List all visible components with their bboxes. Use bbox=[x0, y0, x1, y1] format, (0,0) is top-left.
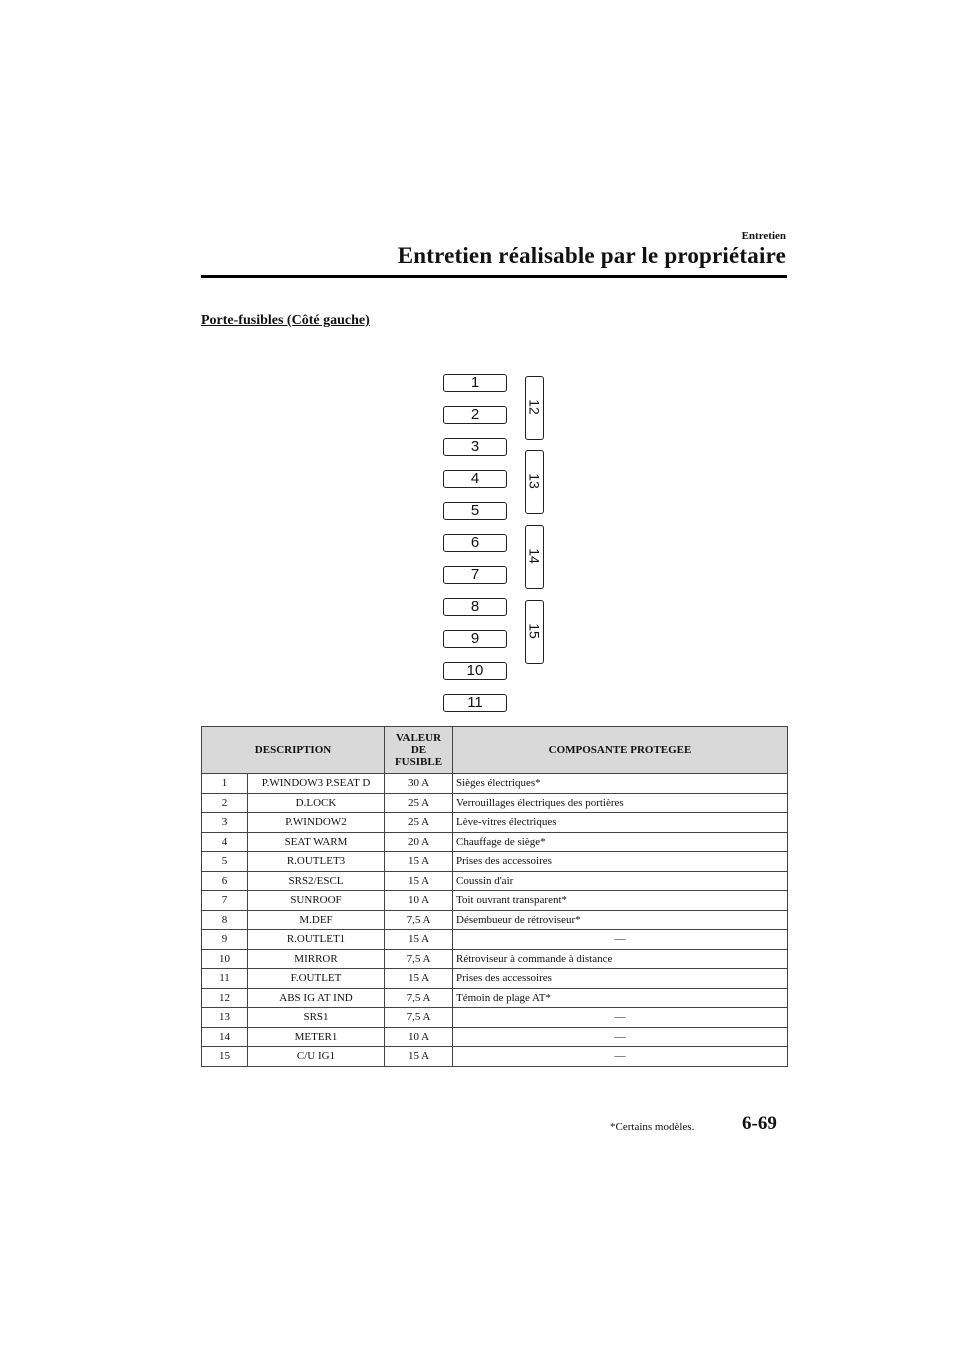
header-fuse-value: VALEUR DE FUSIBLE bbox=[385, 727, 453, 774]
page-title: Entretien réalisable par le propriétaire bbox=[397, 243, 786, 268]
header-divider bbox=[201, 275, 787, 278]
fuse-amperage: 15 A bbox=[385, 969, 453, 989]
table-row bbox=[202, 813, 788, 833]
fuse-description: SEAT WARM bbox=[248, 832, 385, 852]
fuse-description: P.WINDOW2 bbox=[248, 813, 385, 833]
fuse-amperage: 7,5 A bbox=[385, 949, 453, 969]
fuse-number: 5 bbox=[202, 852, 248, 872]
fuse-9: 9 bbox=[443, 630, 507, 648]
table-row bbox=[202, 910, 788, 930]
fuse-description: R.OUTLET3 bbox=[248, 852, 385, 872]
fuse-number: 7 bbox=[202, 891, 248, 911]
table-header-row bbox=[202, 727, 788, 774]
fuse-6: 6 bbox=[443, 534, 507, 552]
fuse-number: 8 bbox=[202, 910, 248, 930]
table-row bbox=[202, 871, 788, 891]
table-row bbox=[202, 1008, 788, 1028]
fuse-12 bbox=[525, 376, 544, 440]
fuse-amperage: 10 A bbox=[385, 1027, 453, 1047]
protected-component: Sièges électriques* bbox=[453, 774, 788, 794]
protected-component: — bbox=[453, 1008, 788, 1028]
fuse-number: 13 bbox=[202, 1008, 248, 1028]
fuse-description: SRS1 bbox=[248, 1008, 385, 1028]
fuse-description: MIRROR bbox=[248, 949, 385, 969]
fuse-label: 15 bbox=[526, 623, 543, 639]
fuse-description: SUNROOF bbox=[248, 891, 385, 911]
fuse-1: 1 bbox=[443, 374, 507, 392]
fuse-amperage: 20 A bbox=[385, 832, 453, 852]
fuse-4: 4 bbox=[443, 470, 507, 488]
fuse-number: 10 bbox=[202, 949, 248, 969]
fuse-number: 4 bbox=[202, 832, 248, 852]
table-row bbox=[202, 930, 788, 950]
table-row bbox=[202, 1027, 788, 1047]
fuse-description: F.OUTLET bbox=[248, 969, 385, 989]
fuse-amperage: 30 A bbox=[385, 774, 453, 794]
fuse-13 bbox=[525, 450, 544, 514]
fuse-15 bbox=[525, 600, 544, 664]
protected-component: Toit ouvrant transparent* bbox=[453, 891, 788, 911]
fuse-description: R.OUTLET1 bbox=[248, 930, 385, 950]
fuse-amperage: 7,5 A bbox=[385, 988, 453, 1008]
protected-component: — bbox=[453, 1047, 788, 1067]
fuse-11: 11 bbox=[443, 694, 507, 712]
fuse-description: ABS IG AT IND bbox=[248, 988, 385, 1008]
fuse-description: SRS2/ESCL bbox=[248, 871, 385, 891]
fuse-description: C/U IG1 bbox=[248, 1047, 385, 1067]
fuse-description: D.LOCK bbox=[248, 793, 385, 813]
fuse-number: 1 bbox=[202, 774, 248, 794]
protected-component: Rétroviseur à commande à distance bbox=[453, 949, 788, 969]
protected-component: Prises des accessoires bbox=[453, 969, 788, 989]
fuse-description: P.WINDOW3 P.SEAT D bbox=[248, 774, 385, 794]
table-row bbox=[202, 793, 788, 813]
table-row bbox=[202, 1047, 788, 1067]
footnote: *Certains modèles. bbox=[610, 1121, 695, 1133]
fuse-label: 13 bbox=[526, 473, 543, 489]
protected-component: Témoin de plage AT* bbox=[453, 988, 788, 1008]
fuse-label: 14 bbox=[526, 548, 543, 564]
fuse-number: 6 bbox=[202, 871, 248, 891]
table-row bbox=[202, 949, 788, 969]
fuse-amperage: 7,5 A bbox=[385, 1008, 453, 1028]
fuse-5: 5 bbox=[443, 502, 507, 520]
fuse-number: 2 bbox=[202, 793, 248, 813]
fuse-number: 15 bbox=[202, 1047, 248, 1067]
fuse-number: 3 bbox=[202, 813, 248, 833]
fuse-amperage: 25 A bbox=[385, 793, 453, 813]
protected-component: Lève-vitres électriques bbox=[453, 813, 788, 833]
protected-component: Désembueur de rétroviseur* bbox=[453, 910, 788, 930]
fuse-10: 10 bbox=[443, 662, 507, 680]
table-row bbox=[202, 969, 788, 989]
fuse-amperage: 15 A bbox=[385, 1047, 453, 1067]
protected-component: Prises des accessoires bbox=[453, 852, 788, 872]
page-number: 6-69 bbox=[742, 1113, 777, 1134]
fuse-amperage: 15 A bbox=[385, 930, 453, 950]
fuse-description: METER1 bbox=[248, 1027, 385, 1047]
fuse-7: 7 bbox=[443, 566, 507, 584]
fuse-number: 9 bbox=[202, 930, 248, 950]
table-row bbox=[202, 891, 788, 911]
table-row bbox=[202, 832, 788, 852]
fuse-description: M.DEF bbox=[248, 910, 385, 930]
header-protected-component: COMPOSANTE PROTEGEE bbox=[453, 727, 788, 774]
protected-component: Verrouillages électriques des portières bbox=[453, 793, 788, 813]
table-row bbox=[202, 852, 788, 872]
fuse-amperage: 25 A bbox=[385, 813, 453, 833]
fuse-amperage: 15 A bbox=[385, 871, 453, 891]
fuse-number: 11 bbox=[202, 969, 248, 989]
table-row bbox=[202, 774, 788, 794]
fuse-amperage: 15 A bbox=[385, 852, 453, 872]
protected-component: Chauffage de siège* bbox=[453, 832, 788, 852]
protected-component: — bbox=[453, 930, 788, 950]
table-row bbox=[202, 988, 788, 1008]
fuse-table bbox=[201, 726, 788, 1067]
fuse-3: 3 bbox=[443, 438, 507, 456]
header-section-label: Entretien bbox=[741, 230, 786, 242]
fuse-amperage: 7,5 A bbox=[385, 910, 453, 930]
fuse-number: 14 bbox=[202, 1027, 248, 1047]
fuse-2: 2 bbox=[443, 406, 507, 424]
fuse-8: 8 bbox=[443, 598, 507, 616]
fuse-number: 12 bbox=[202, 988, 248, 1008]
section-title: Porte-fusibles (Côté gauche) bbox=[201, 313, 370, 328]
protected-component: Coussin d'air bbox=[453, 871, 788, 891]
protected-component: — bbox=[453, 1027, 788, 1047]
fuse-label: 12 bbox=[526, 399, 543, 415]
fuse-amperage: 10 A bbox=[385, 891, 453, 911]
fuse-14 bbox=[525, 525, 544, 589]
header-description: DESCRIPTION bbox=[202, 727, 385, 774]
